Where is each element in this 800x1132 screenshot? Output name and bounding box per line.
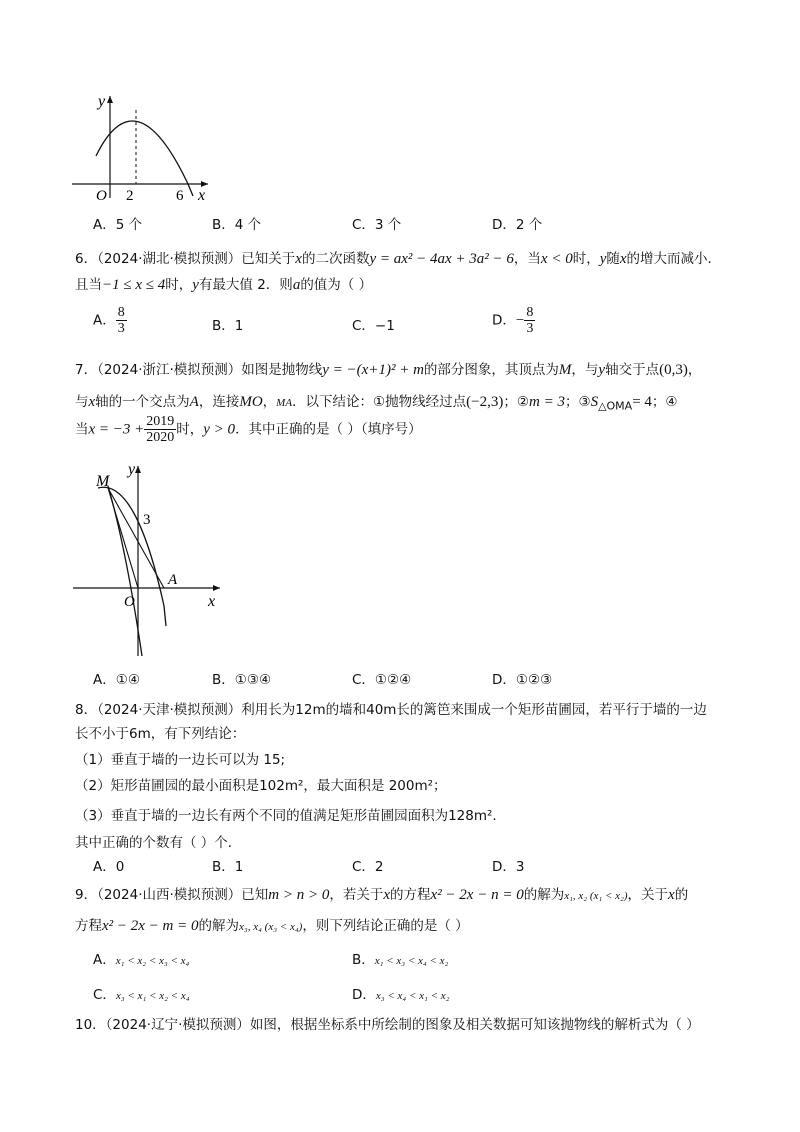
- graph1-tick-6: 6: [176, 188, 184, 203]
- q6-option-a[interactable]: A． $\frac{8}{3}$: [93, 305, 125, 336]
- q9-stem-line1: 9．（2024·山西·模拟预测）已知m > n > 0，若关于x的方程x² − 2x − n = 0的解为x₁, x₂ (x₁ < x₂)，关于x的: [75, 887, 689, 903]
- q6-option-d-fraction: $\frac{8}{3}$: [526, 305, 534, 336]
- q8-option-b[interactable]: B．1: [212, 859, 244, 875]
- q9-option-a[interactable]: A．x₁ < x₂ < x₃ < x₄: [93, 952, 190, 968]
- q6-stem-line2: 且当−1 ≤ x ≤ 4时，y有最大值 2．则a的值为（ ）: [75, 277, 373, 293]
- q7-option-a[interactable]: A．①④: [93, 672, 140, 688]
- q7-option-d[interactable]: D．①②③: [492, 672, 553, 688]
- q9-number: 9．（2024·山西·模拟预测）已知: [75, 887, 269, 903]
- graph1-origin-label: O: [96, 188, 107, 203]
- q7-fraction: $\frac{2019}{2020}$: [146, 414, 175, 445]
- q5-option-d[interactable]: D．2 个: [492, 217, 543, 233]
- graph2-vertex-label: M: [96, 473, 110, 490]
- q6-number: 6．（2024·湖北·模拟预测）已知关于: [75, 251, 296, 267]
- q5-option-c[interactable]: C．3 个: [352, 217, 402, 233]
- q9-option-d[interactable]: D．x₃ < x₄ < x₁ < x₂: [352, 987, 450, 1003]
- q7-option-b[interactable]: B．①③④: [212, 672, 272, 688]
- graph2-point-a-label: A: [168, 572, 178, 588]
- q8-statement-3: （3）垂直于墙的一边长有两个不同的值满足矩形苗圃园面积为128m²．: [75, 808, 506, 824]
- q7-stem-line2: 与x轴的一个交点为A，连接MO，MA．以下结论：①抛物线经过点(−2,3)；②m = 3；$③S_{\triangle OMA}= 4$；④: [75, 394, 678, 413]
- q7-function: y = −(x+1)² + m: [322, 362, 424, 378]
- q5-option-b[interactable]: B．4 个: [212, 217, 262, 233]
- parabola-graph-2: [68, 458, 228, 663]
- q8-option-d[interactable]: D．3: [492, 859, 525, 875]
- q8-option-a[interactable]: A．0: [93, 859, 125, 875]
- q9-option-b[interactable]: B．x₁ < x₃ < x₄ < x₂: [352, 952, 449, 968]
- q6-function: y = ax² − 4ax + 3a² − 6: [369, 251, 514, 267]
- q9-option-c[interactable]: C．x₃ < x₁ < x₂ < x₄: [93, 987, 190, 1003]
- q6-option-a-fraction: $\frac{8}{3}$: [117, 305, 125, 336]
- parabola-graph-1: [60, 88, 220, 203]
- q6-option-c[interactable]: C．−1: [352, 318, 395, 334]
- graph2-y-label: y: [128, 461, 136, 478]
- q6-stem-line1: 6．（2024·湖北·模拟预测）已知关于x的二次函数y = ax² − 4ax + 3a² − 6，当x < 0时，y随x的增大而减小．: [75, 251, 722, 267]
- graph2-origin-label: O: [124, 594, 135, 610]
- graph1-y-label: y: [98, 93, 106, 110]
- q7-stem-line1: 7．（2024·浙江·模拟预测）如图是抛物线y = −(x+1)² + m的部分图象，其顶点为M，与y轴交于点(0,3)，: [75, 362, 702, 378]
- q10-stem: 10．（2024·辽宁·模拟预测）如图，根据坐标系中所绘制的图象及相关数据可知该抛物线的解析式为（ ）: [75, 1017, 700, 1033]
- q5-option-a[interactable]: A．5 个: [93, 217, 143, 233]
- q8-stem-line2: 长不小于6m，有下列结论：: [75, 726, 246, 742]
- q8-option-c[interactable]: C．2: [352, 859, 384, 875]
- q6-option-d[interactable]: D．− $\frac{8}{3}$: [492, 305, 534, 336]
- q8-statement-1: （1）垂直于墙的一边长可以为 15;: [75, 752, 286, 768]
- graph2-x-label: x: [208, 593, 216, 610]
- q9-stem-line2: 方程x² − 2x − m = 0的解为x₃, x₄ (x₃ < x₄)，则下列结论正确的是（ ）: [75, 918, 469, 934]
- graph1-x-label: x: [198, 187, 206, 203]
- q8-statement-2: （2）矩形苗圃园的最小面积是102m²，最大面积是 200m²；: [75, 778, 447, 794]
- q6-option-b[interactable]: B．1: [212, 318, 244, 334]
- q7-number: 7．（2024·浙江·模拟预测）如图是抛物线: [75, 362, 323, 378]
- q8-stem-line1: 8．（2024·天津·模拟预测）利用长为12m的墙和40m长的篱笆来围成一个矩形苗圃园，若平行于墙的一边: [75, 702, 707, 718]
- q7-stem-line3: 当x = −3 + $\frac{2019}{2020}$ 时，y > 0．其中正确的是（ ）（填序号）: [75, 414, 422, 445]
- graph1-tick-2: 2: [126, 188, 134, 203]
- q7-option-c[interactable]: C．①②④: [352, 672, 412, 688]
- graph2-tick-3: 3: [143, 512, 151, 528]
- q8-question: 其中正确的个数有（ ）个．: [75, 835, 242, 851]
